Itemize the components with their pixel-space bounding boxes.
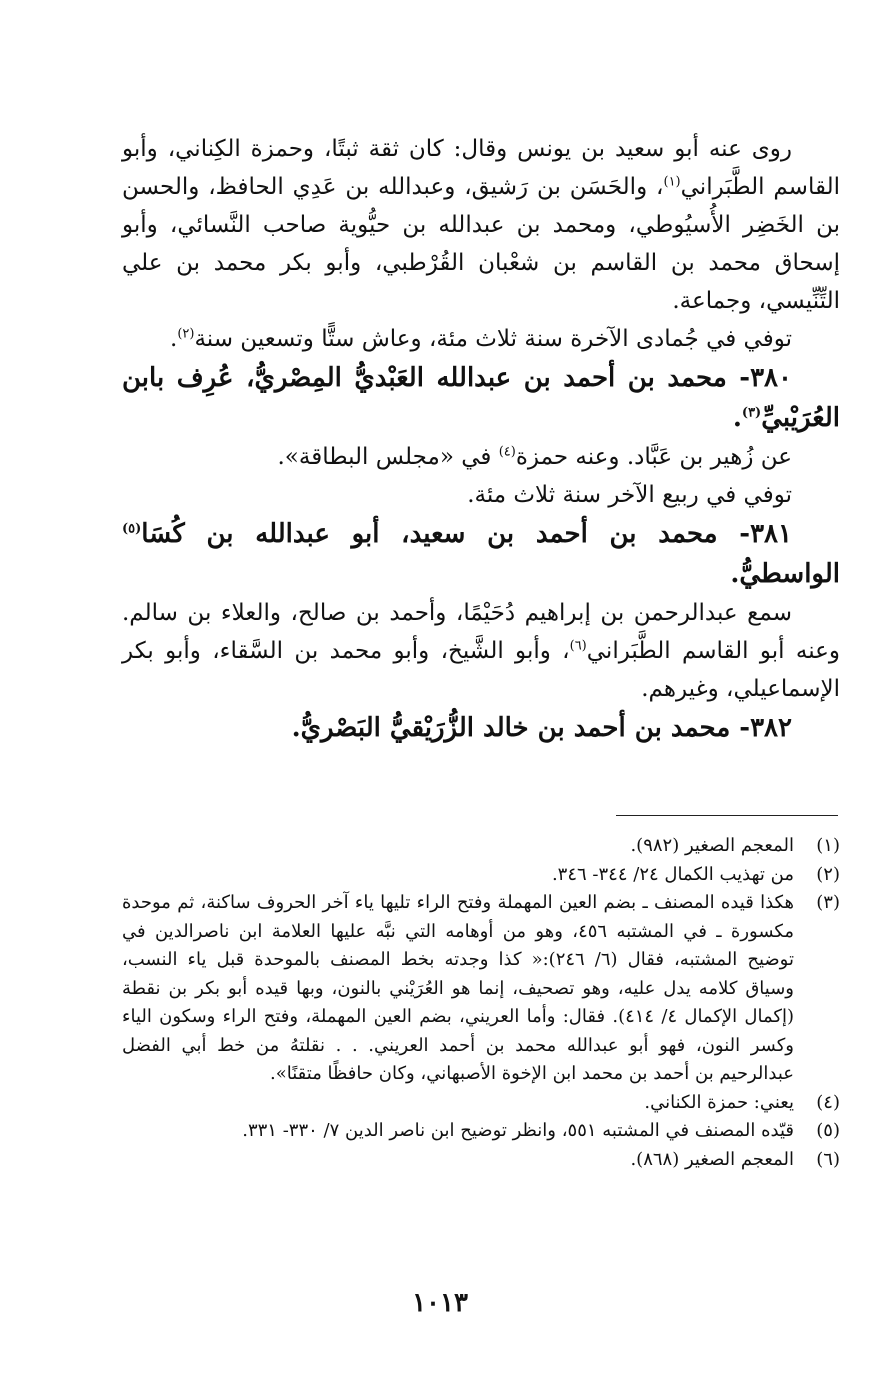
footnote-number: (٤) xyxy=(816,1091,840,1113)
paragraph-narrators: روى عنه أبو سعيد بن يونس وقال: كان ثقة ثبتًا، وحمزة الكِناني، وأبو القاسم الطَّبَراني$^{(١)}$، والحَسَن بن رَشيق، وعبدالله بن عَدِي الحافظ، والحسن بن الخَضِر الأُسيُوطي، ومحمد بن عبدالله بن حيُّوية صاحب النَّسائي، وأبو إسحاق محمد بن القاسم بن شعْبان القُرْطبي، وأبو بكر محمد بن علي التِّنِّيسي، وجماعة. xyxy=(122,136,840,314)
entry-heading-382: ٣٨٢- محمد بن أحمد بن خالد الزُّرَيْقيُّ البَصْريُّ. xyxy=(291,713,792,743)
footnote-1 xyxy=(122,832,840,861)
footnote-4 xyxy=(122,1089,840,1118)
footnote-ref-4[interactable]: (٤) xyxy=(498,444,516,460)
footnote-ref-3[interactable]: (٣) xyxy=(741,405,762,421)
main-text xyxy=(122,130,840,748)
entry-heading-381: ٣٨١- محمد بن أحمد بن سعيد، أبو عبدالله بن كُسَا$^{(٥)}$ الواسطيُّ. xyxy=(122,519,840,589)
footnote-5 xyxy=(122,1117,840,1146)
footnotes xyxy=(122,832,840,1174)
footnote-text: المعجم الصغير (٩٨٢). xyxy=(630,835,794,856)
page-number: ١٠١٣ xyxy=(412,1288,468,1318)
footnote-3 xyxy=(122,889,840,1089)
footnote-number: (٢) xyxy=(816,863,840,885)
footnote-6 xyxy=(122,1146,840,1175)
footnote-text: قيّده المصنف في المشتبه ٥٥١، وانظر توضيح ابن ناصر الدين ٧/ ٣٣٠- ٣٣١. xyxy=(242,1120,794,1141)
footnote-ref-1[interactable]: (١) xyxy=(663,174,681,190)
footnote-number: (١) xyxy=(816,835,840,856)
footnote-ref-6[interactable]: (٦) xyxy=(569,638,587,654)
footnote-number: (٣) xyxy=(816,892,840,913)
footnote-ref-2[interactable]: (٢) xyxy=(177,326,195,342)
footnote-number: (٦) xyxy=(816,1148,840,1170)
paragraph-380-narration: عن زُهير بن عَبَّاد. وعنه حمزة$^{(٤)}$ في «مجلس البطاقة». xyxy=(277,444,792,470)
footnote-ref-5[interactable]: (٥) xyxy=(122,521,142,537)
footnote-text: هكذا قيده المصنف ـ بضم العين المهملة وفتح الراء تليها ياء آخر الحروف ساكنة، ثم موحدة مكسورة ـ في المشتبه ٤٥٦، وهو من أوهامه التي نبَّه عليها العلامة ابن ناصرالدين في توضيح المشتبه، فقال (٦/ ٢٤٦):« كذا وجدته بخط المصنف بالموحدة قبل ياء النسب، وسياق كلامه يدل عليه، وهو تصحيف، إنما هو العُرَيْني بالنون، وبها قيده أبو بكر بن نقطة (إكمال الإكمال ٤/ ٤١٤). فقال: وأما العريني، بضم العين المهملة، وفتح الراء وسكون الياء وكسر النون، فهو أبو عبدالله محمد بن أحمد العريني. . . نقلتهُ من خط أبي الفضل عبدالرحيم بن أحمد بن محمد ابن الإخوة الأصبهاني، وكان حافظًا متقنًا». xyxy=(122,892,794,1084)
footnote-text: من تهذيب الكمال ٢٤/ ٣٤٤- ٣٤٦. xyxy=(551,863,794,885)
paragraph-death-379: توفي في جُمادى الآخرة سنة ثلاث مئة، وعاش ستًّا وتسعين سنة$^{(٢)}$. xyxy=(170,326,792,352)
entry-heading-380: ٣٨٠- محمد بن أحمد بن عبدالله العَبْديُّ المِصْريُّ، عُرِف بابن العُرَيْبيِّ$^{(٣)}$. xyxy=(122,363,840,433)
footnote-text: يعني: حمزة الكناني. xyxy=(644,1091,794,1113)
footnote-separator xyxy=(616,815,838,816)
footnote-text: المعجم الصغير (٨٦٨). xyxy=(630,1148,794,1170)
paragraph-381-narration: سمع عبدالرحمن بن إبراهيم دُحَيْمًا، وأحمد بن صالح، والعلاء بن سالم. وعنه أبو القاسم الطَّبَراني$^{(٦)}$، وأبو الشَّيخ، وأبو محمد بن السَّقاء، وأبو بكر الإسماعيلي، وغيرهم. xyxy=(122,600,841,702)
footnote-2 xyxy=(122,861,840,890)
footnote-number: (٥) xyxy=(816,1120,840,1141)
paragraph-380-death: توفي في ربيع الآخر سنة ثلاث مئة. xyxy=(467,482,792,508)
